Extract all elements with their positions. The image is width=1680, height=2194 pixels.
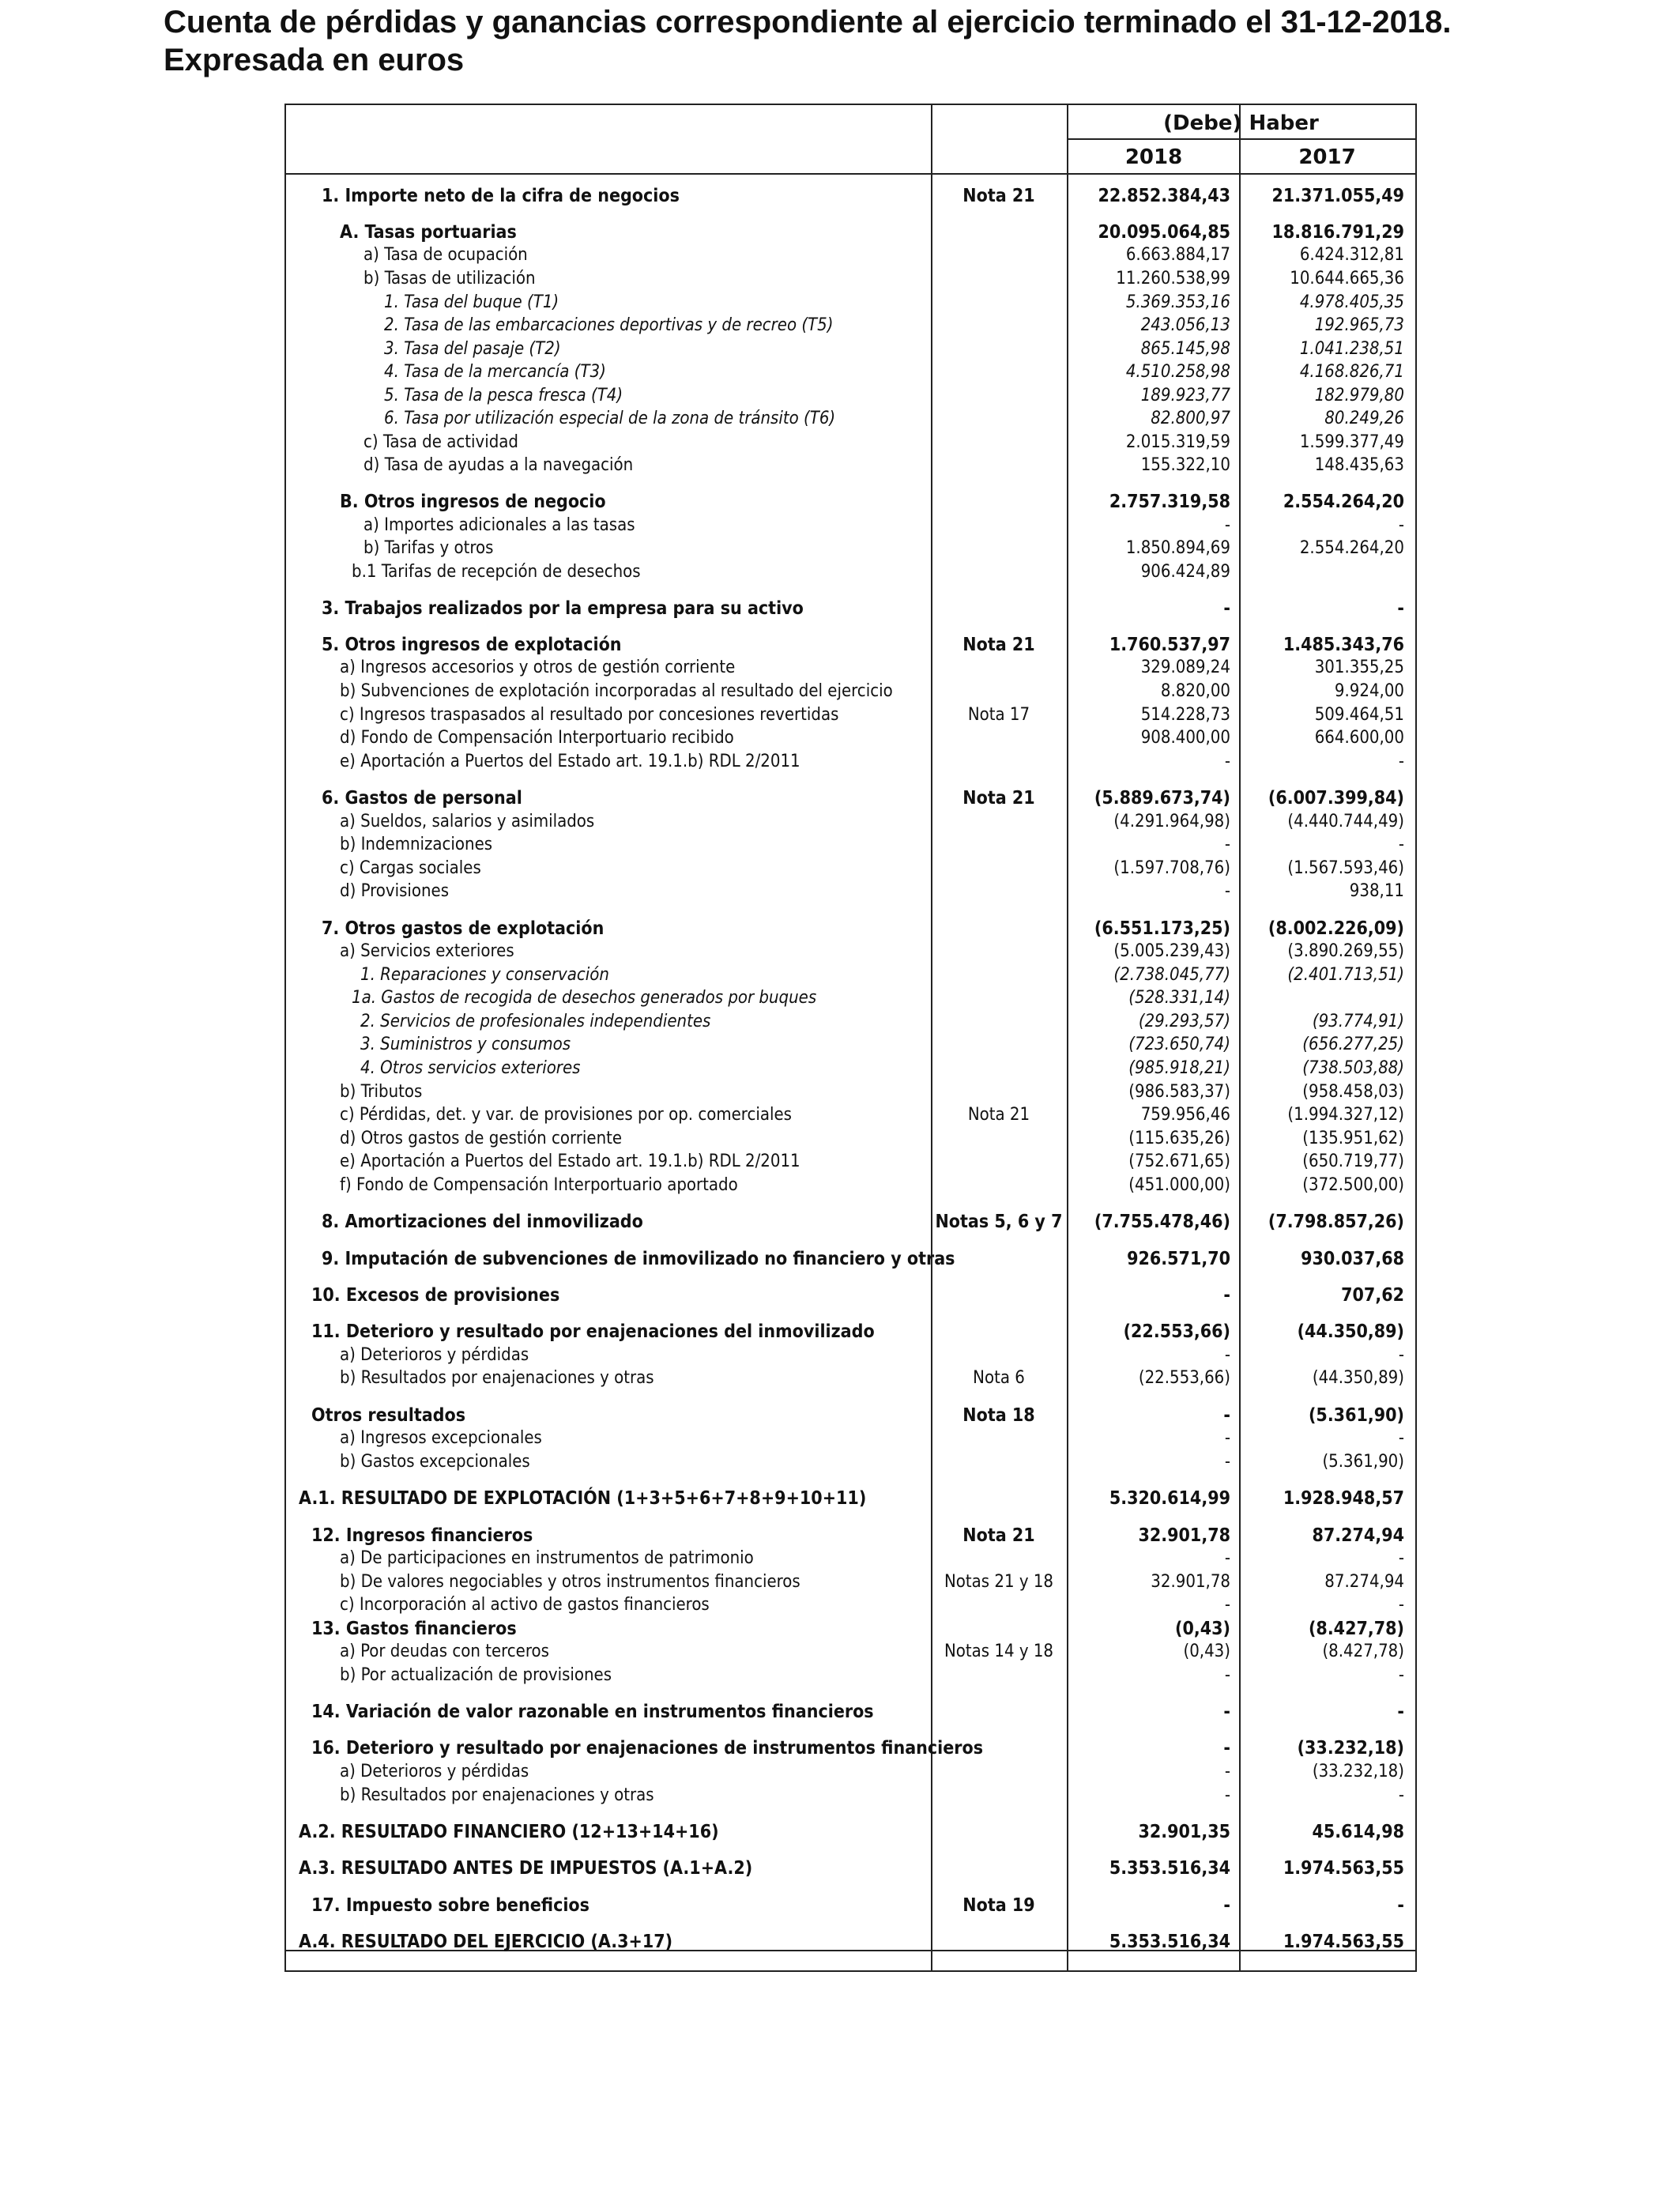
row-note: Nota 6 (973, 1368, 1025, 1388)
row-label: A.3. RESULTADO ANTES DE IMPUESTOS (A.1+A.2) (299, 1858, 753, 1879)
value-2018: 8.820,00 (1160, 681, 1230, 701)
value-2018: - (1223, 1405, 1230, 1426)
row-label: a) Deterioros y pérdidas (340, 1762, 529, 1781)
table-row (286, 1640, 1415, 1664)
value-2017: (33.232,18) (1312, 1762, 1404, 1781)
row-note: Nota 21 (962, 186, 1035, 206)
table-row (286, 1344, 1415, 1367)
row-label: a) Por deudas con terceros (340, 1642, 549, 1661)
value-2018: - (1224, 1595, 1230, 1615)
value-2017: 664.600,00 (1314, 728, 1404, 748)
value-2017: (4.440.744,49) (1287, 812, 1404, 831)
document-subtitle: Expresada en euros (164, 43, 465, 77)
row-label: a) Ingresos accesorios y otros de gestión corriente (340, 658, 736, 677)
row-note: Notas 5, 6 y 7 (935, 1212, 1063, 1232)
row-label: 1. Importe neto de la cifra de negocios (322, 186, 680, 206)
header-2018: 2018 (1124, 145, 1183, 169)
value-2018: 865.145,98 (1140, 339, 1230, 359)
row-label: 17. Impuesto sobre beneficios (311, 1895, 590, 1916)
table-row (286, 810, 1415, 834)
table-row (286, 454, 1415, 477)
value-2018: (115.635,26) (1128, 1129, 1230, 1148)
value-2018: 32.901,78 (1151, 1572, 1230, 1592)
table-row (286, 1150, 1415, 1174)
table-row (286, 1033, 1415, 1057)
table-row (286, 1427, 1415, 1450)
table-row (286, 407, 1415, 431)
value-2017: - (1398, 1428, 1404, 1448)
row-label: 14. Variación de valor razonable en instrumentos financieros (311, 1702, 874, 1722)
row-label: a) De participaciones en instrumentos de patrimonio (340, 1548, 754, 1568)
row-label: a) Ingresos excepcionales (340, 1428, 542, 1448)
value-2018: 5.353.516,34 (1109, 1858, 1230, 1879)
value-2017: (958.458,03) (1302, 1082, 1404, 1102)
table-row (286, 1820, 1415, 1844)
value-2018: 243.056,13 (1140, 315, 1230, 335)
value-2017: 87.274,94 (1312, 1525, 1404, 1546)
row-note: Nota 21 (962, 1525, 1035, 1546)
value-2018: 514.228,73 (1140, 705, 1230, 725)
table-row (286, 597, 1415, 620)
value-2018: (723.650,74) (1128, 1035, 1230, 1054)
row-label: d) Otros gastos de gestión corriente (340, 1129, 623, 1148)
value-2017: 2.554.264,20 (1283, 492, 1404, 512)
value-2018: (4.291.964,98) (1113, 812, 1230, 831)
table-row (286, 1930, 1415, 1954)
profit-loss-table (284, 104, 1417, 1972)
value-2017: - (1398, 1785, 1404, 1805)
row-label: b) Tarifas y otros (363, 538, 494, 558)
row-label: c) Ingresos traspasados al resultado por concesiones revertidas (340, 705, 839, 725)
table-row (286, 963, 1415, 987)
value-2017: - (1397, 598, 1404, 619)
row-label: 5. Otros ingresos de explotación (322, 635, 622, 655)
value-2017: 10.644.665,36 (1290, 269, 1404, 288)
value-2017: 1.485.343,76 (1283, 635, 1404, 655)
value-2017: - (1398, 1548, 1404, 1568)
table-row (286, 1760, 1415, 1784)
row-label: b) Subvenciones de explotación incorporadas al resultado del ejercicio (340, 681, 893, 701)
value-2017: - (1398, 1345, 1404, 1365)
row-note: Notas 14 y 18 (944, 1642, 1054, 1661)
table-row (286, 337, 1415, 361)
value-2017: (33.232,18) (1297, 1738, 1404, 1759)
value-2018: - (1224, 881, 1230, 901)
table-row (286, 221, 1415, 244)
table-row (286, 940, 1415, 963)
value-2017: 87.274,94 (1324, 1572, 1404, 1592)
row-label: 2. Tasa de las embarcaciones deportivas y de recreo (T5) (384, 315, 834, 335)
value-2017: 80.249,26 (1324, 409, 1404, 428)
table-row (286, 514, 1415, 537)
row-label: 3. Trabajos realizados por la empresa para su activo (322, 598, 804, 619)
value-2017: 45.614,98 (1312, 1822, 1404, 1842)
row-label: A.2. RESULTADO FINANCIERO (12+13+14+16) (299, 1822, 719, 1842)
table-row (286, 1010, 1415, 1034)
value-2018: - (1224, 1452, 1230, 1472)
row-label: 12. Ingresos financieros (311, 1525, 533, 1546)
value-2017: 1.974.563,55 (1283, 1932, 1404, 1952)
value-2017: (7.798.857,26) (1268, 1212, 1404, 1232)
value-2017: - (1398, 752, 1404, 771)
value-2018: - (1223, 1285, 1230, 1306)
value-2017: (656.277,25) (1302, 1035, 1404, 1054)
value-2018: 32.901,78 (1138, 1525, 1230, 1546)
row-label: 9. Imputación de subvenciones de inmovilizado no financiero y otras (322, 1249, 955, 1269)
row-label: c) Tasa de actividad (363, 432, 518, 452)
value-2017: (44.350,89) (1297, 1321, 1404, 1342)
row-note: Nota 19 (962, 1895, 1035, 1916)
value-2018: - (1224, 515, 1230, 535)
row-label: d) Fondo de Compensación Interportuario recibido (340, 728, 734, 748)
value-2018: 22.852.384,43 (1098, 186, 1230, 206)
row-label: d) Provisiones (340, 881, 450, 901)
table-row (286, 1210, 1415, 1234)
value-2018: (0,43) (1183, 1642, 1230, 1661)
row-label: a) Tasa de ocupación (363, 245, 528, 265)
row-label: b) Por actualización de provisiones (340, 1665, 612, 1685)
row-note: Nota 18 (962, 1405, 1035, 1426)
row-label: 16. Deterioro y resultado por enajenaciones de instrumentos financieros (311, 1738, 984, 1759)
row-label: c) Pérdidas, det. y var. de provisiones por op. comerciales (340, 1105, 792, 1125)
row-label: A.1. RESULTADO DE EXPLOTACIÓN (1+3+5+6+7+8+9+10+11) (299, 1488, 867, 1509)
value-2017: 182.979,80 (1314, 386, 1404, 405)
table-row (286, 656, 1415, 680)
value-2017: 18.816.791,29 (1271, 222, 1404, 243)
table-row (286, 986, 1415, 1010)
value-2018: 329.089,24 (1140, 658, 1230, 677)
value-2018: 759.956,46 (1140, 1105, 1230, 1125)
value-2018: 908.400,00 (1140, 728, 1230, 748)
value-2017: (2.401.713,51) (1287, 965, 1404, 985)
value-2017: 1.974.563,55 (1283, 1858, 1404, 1879)
row-label: a) Importes adicionales a las tasas (363, 515, 635, 535)
value-2017: (135.951,62) (1302, 1129, 1404, 1148)
value-2018: 5.320.614,99 (1109, 1488, 1230, 1509)
value-2017: - (1398, 1595, 1404, 1615)
row-label: c) Incorporación al activo de gastos financieros (340, 1595, 710, 1615)
value-2017: (650.719,77) (1302, 1152, 1404, 1171)
table-row (286, 384, 1415, 408)
table-row (286, 184, 1415, 208)
row-label: d) Tasa de ayudas a la navegación (363, 455, 634, 475)
table-row (286, 1593, 1415, 1617)
value-2018: - (1224, 1785, 1230, 1805)
row-label: c) Cargas sociales (340, 858, 481, 878)
row-label: 2. Servicios de profesionales independientes (360, 1012, 711, 1031)
table-row (286, 833, 1415, 857)
value-2018: (986.583,37) (1128, 1082, 1230, 1102)
table-row (286, 537, 1415, 560)
value-2018: (22.553,66) (1123, 1321, 1230, 1342)
value-2017: 509.464,51 (1314, 705, 1404, 725)
table-row (286, 1784, 1415, 1808)
value-2017: - (1397, 1702, 1404, 1722)
value-2018: (451.000,00) (1128, 1175, 1230, 1195)
value-2018: (5.005.239,43) (1113, 941, 1230, 961)
row-note: Nota 21 (962, 635, 1035, 655)
value-2018: - (1224, 1428, 1230, 1448)
table-row (286, 1487, 1415, 1510)
value-2017: 148.435,63 (1314, 455, 1404, 475)
row-label: 8. Amortizaciones del inmovilizado (322, 1212, 643, 1232)
table-row (286, 1367, 1415, 1390)
row-label: a) Deterioros y pérdidas (340, 1345, 529, 1365)
row-note: Nota 17 (967, 705, 1030, 725)
value-2018: (0,43) (1175, 1619, 1230, 1639)
table-row (286, 880, 1415, 903)
value-2018: - (1223, 598, 1230, 619)
value-2017: 1.041.238,51 (1299, 339, 1404, 359)
value-2017: 21.371.055,49 (1271, 186, 1404, 206)
value-2018: (528.331,14) (1128, 988, 1230, 1008)
table-row (286, 1450, 1415, 1474)
value-2017: (372.500,00) (1302, 1175, 1404, 1195)
value-2018: - (1223, 1895, 1230, 1916)
value-2017: (738.503,88) (1302, 1058, 1404, 1078)
row-label: B. Otros ingresos de negocio (340, 492, 606, 512)
table-row (286, 1547, 1415, 1570)
value-2018: 189.923,77 (1140, 386, 1230, 405)
value-2017: (1.994.327,12) (1287, 1105, 1404, 1125)
value-2017: 301.355,25 (1314, 658, 1404, 677)
table-row (286, 1174, 1415, 1197)
value-2017: - (1398, 1665, 1404, 1685)
value-2018: 82.800,97 (1151, 409, 1230, 428)
row-label: 3. Tasa del pasaje (T2) (384, 339, 561, 359)
row-label: 1a. Gastos de recogida de desechos generados por buques (352, 988, 817, 1008)
value-2018: 926.571,70 (1127, 1249, 1230, 1269)
value-2018: (985.918,21) (1128, 1058, 1230, 1078)
value-2018: 906.424,89 (1140, 562, 1230, 582)
value-2018: 2.757.319,58 (1109, 492, 1230, 512)
value-2017: - (1397, 1895, 1404, 1916)
table-row (286, 726, 1415, 750)
value-2018: (6.551.173,25) (1094, 918, 1230, 939)
header-bottom-divider (286, 173, 1415, 175)
value-2018: - (1223, 1738, 1230, 1759)
value-2018: 1.760.537,97 (1109, 635, 1230, 655)
table-row (286, 786, 1415, 810)
value-2017: 938,11 (1349, 881, 1404, 901)
table-row (286, 917, 1415, 941)
row-label: b) Tributos (340, 1082, 423, 1102)
value-2018: - (1224, 1762, 1230, 1781)
table-row (286, 560, 1415, 584)
value-2018: 20.095.064,85 (1098, 222, 1230, 243)
row-label: f) Fondo de Compensación Interportuario aportado (340, 1175, 738, 1195)
row-label: e) Aportación a Puertos del Estado art. 19.1.b) RDL 2/2011 (340, 752, 800, 771)
value-2017: (5.361,90) (1308, 1405, 1404, 1426)
value-2018: (29.293,57) (1138, 1012, 1230, 1031)
value-2018: (2.738.045,77) (1113, 965, 1230, 985)
row-label: b.1 Tarifas de recepción de desechos (352, 562, 641, 582)
value-2017: 707,62 (1341, 1285, 1404, 1306)
value-2018: - (1224, 1548, 1230, 1568)
value-2017: (3.890.269,55) (1287, 941, 1404, 961)
value-2018: 4.510.258,98 (1125, 362, 1230, 382)
row-label: A.4. RESULTADO DEL EJERCICIO (A.3+17) (299, 1932, 673, 1952)
row-label: 3. Suministros y consumos (360, 1035, 571, 1054)
table-row (286, 267, 1415, 291)
value-2017: (8.427,78) (1322, 1642, 1404, 1661)
row-label: 5. Tasa de la pesca fresca (T4) (384, 386, 623, 405)
value-2017: (5.361,90) (1322, 1452, 1404, 1472)
row-label: 6. Tasa por utilización especial de la zona de tránsito (T6) (384, 409, 836, 428)
row-label: 11. Deterioro y resultado por enajenaciones del inmovilizado (311, 1321, 875, 1342)
table-row (286, 1664, 1415, 1687)
value-2018: (5.889.673,74) (1094, 788, 1230, 809)
row-note: Nota 21 (962, 788, 1035, 809)
value-2018: - (1224, 752, 1230, 771)
value-2017: (8.002.226,09) (1268, 918, 1404, 939)
table-row (286, 1857, 1415, 1880)
value-2017: 192.965,73 (1314, 315, 1404, 335)
value-2018: 11.260.538,99 (1116, 269, 1230, 288)
table-row (286, 360, 1415, 384)
value-2017: (44.350,89) (1312, 1368, 1404, 1388)
row-label: 1. Reparaciones y conservación (360, 965, 609, 985)
document-title: Cuenta de pérdidas y ganancias correspondiente al ejercicio terminado el 31-12-2018. (164, 5, 1452, 40)
value-2017: - (1398, 515, 1404, 535)
row-label: 4. Tasa de la mercancía (T3) (384, 362, 606, 382)
table-row (286, 1524, 1415, 1547)
value-2017: (8.427,78) (1308, 1619, 1404, 1639)
value-2018: 5.353.516,34 (1109, 1932, 1230, 1952)
value-2018: 2.015.319,59 (1125, 432, 1230, 452)
row-label: 4. Otros servicios exteriores (360, 1058, 581, 1078)
value-2017: 9.924,00 (1334, 681, 1404, 701)
row-label: 13. Gastos financieros (311, 1619, 517, 1639)
row-label: A. Tasas portuarias (340, 222, 517, 243)
value-2018: - (1224, 1345, 1230, 1365)
row-note: Notas 21 y 18 (944, 1572, 1054, 1592)
row-label: e) Aportación a Puertos del Estado art. 19.1.b) RDL 2/2011 (340, 1152, 800, 1171)
header-2017: 2017 (1298, 145, 1356, 169)
table-row (286, 1894, 1415, 1917)
table-row (286, 1570, 1415, 1594)
value-2017: 2.554.264,20 (1299, 538, 1404, 558)
row-label: 10. Excesos de provisiones (311, 1285, 560, 1306)
table-row (286, 1320, 1415, 1344)
value-2017: 4.978.405,35 (1299, 292, 1404, 312)
table-row (286, 243, 1415, 267)
table-row (286, 314, 1415, 337)
value-2018: - (1224, 835, 1230, 854)
row-label: b) Gastos excepcionales (340, 1452, 530, 1472)
row-note: Nota 21 (967, 1105, 1030, 1125)
table-row (286, 1700, 1415, 1724)
table-row (286, 1404, 1415, 1427)
row-label: a) Servicios exteriores (340, 941, 514, 961)
table-row (286, 1080, 1415, 1104)
value-2018: - (1223, 1702, 1230, 1722)
table-row (286, 857, 1415, 880)
value-2017: - (1398, 835, 1404, 854)
table-row (286, 750, 1415, 774)
table-row (286, 490, 1415, 514)
value-2017: 6.424.312,81 (1299, 245, 1404, 265)
row-label: a) Sueldos, salarios y asimilados (340, 812, 595, 831)
table-row (286, 1103, 1415, 1127)
value-2018: - (1224, 1665, 1230, 1685)
header-group-divider (1067, 138, 1415, 140)
row-label: b) Resultados por enajenaciones y otras (340, 1785, 654, 1805)
table-row (286, 1057, 1415, 1080)
table-row (286, 291, 1415, 315)
row-label: Otros resultados (311, 1405, 466, 1426)
table-row (286, 1736, 1415, 1760)
table-row (286, 1617, 1415, 1641)
table-row (286, 1247, 1415, 1271)
table-row (286, 1284, 1415, 1307)
header-debe-haber: (Debe) Haber (1163, 111, 1319, 135)
value-2017: 930.037,68 (1301, 1249, 1404, 1269)
value-2018: 1.850.894,69 (1125, 538, 1230, 558)
row-label: 7. Otros gastos de explotación (322, 918, 605, 939)
row-label: 6. Gastos de personal (322, 788, 522, 809)
row-label: b) De valores negociables y otros instrumentos financieros (340, 1572, 800, 1592)
table-row (286, 680, 1415, 703)
value-2018: 155.322,10 (1140, 455, 1230, 475)
table-row (286, 703, 1415, 727)
table-row (286, 1127, 1415, 1151)
row-label: b) Resultados por enajenaciones y otras (340, 1368, 654, 1388)
value-2017: (93.774,91) (1312, 1012, 1404, 1031)
value-2017: 1.928.948,57 (1283, 1488, 1404, 1509)
value-2018: (752.671,65) (1128, 1152, 1230, 1171)
row-label: 1. Tasa del buque (T1) (384, 292, 559, 312)
table-row (286, 633, 1415, 657)
value-2017: 4.168.826,71 (1299, 362, 1404, 382)
value-2018: (1.597.708,76) (1113, 858, 1230, 878)
value-2017: 1.599.377,49 (1299, 432, 1404, 452)
row-label: b) Indemnizaciones (340, 835, 493, 854)
table-row (286, 431, 1415, 454)
value-2018: 6.663.884,17 (1125, 245, 1230, 265)
value-2018: (7.755.478,46) (1094, 1212, 1230, 1232)
value-2017: (1.567.593,46) (1287, 858, 1404, 878)
value-2017: (6.007.399,84) (1268, 788, 1404, 809)
value-2018: 32.901,35 (1138, 1822, 1230, 1842)
value-2018: (22.553,66) (1138, 1368, 1230, 1388)
value-2018: 5.369.353,16 (1125, 292, 1230, 312)
row-label: b) Tasas de utilización (363, 269, 536, 288)
